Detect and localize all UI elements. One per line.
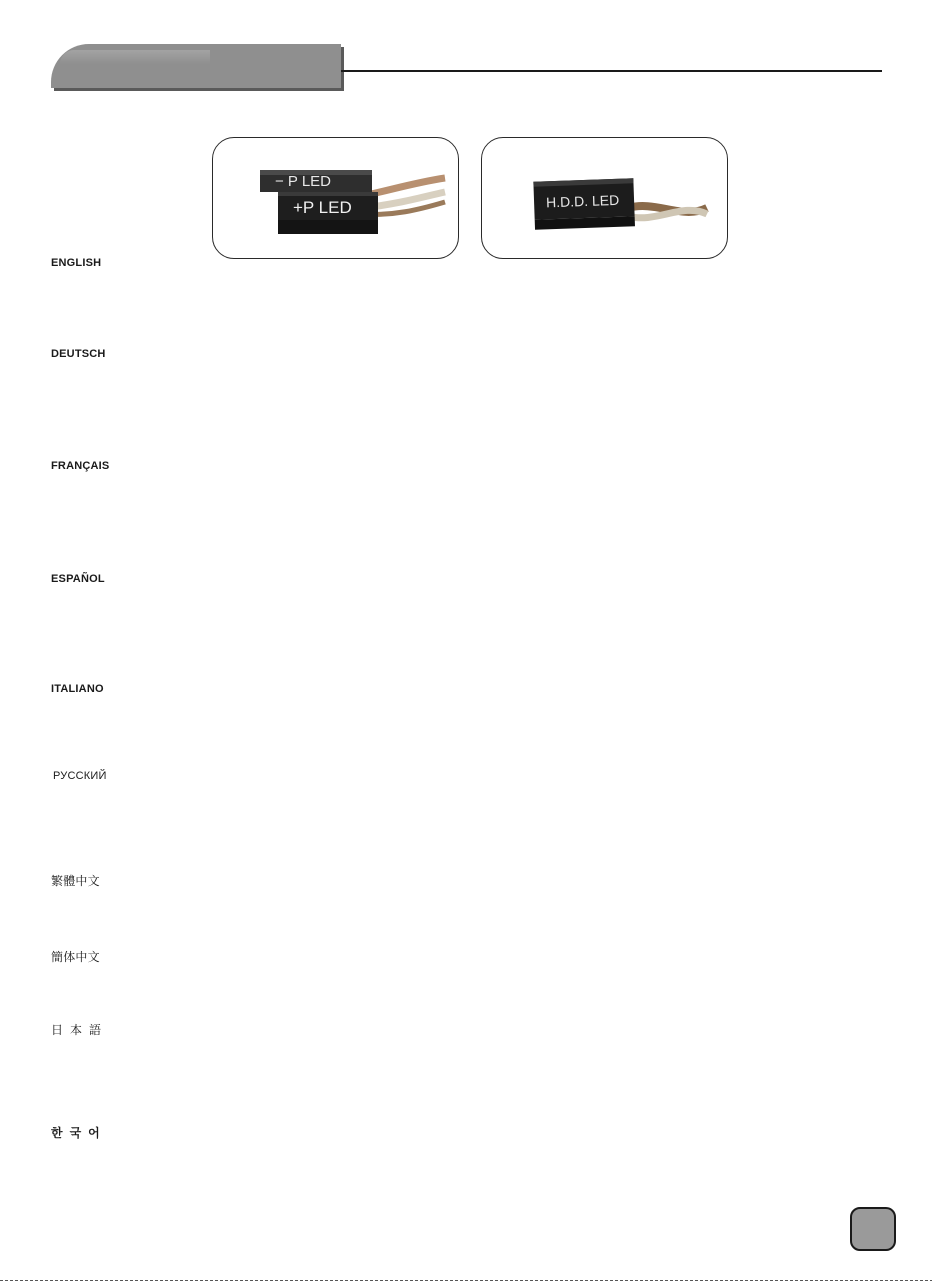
language-label-espanol: ESPAÑOL — [51, 573, 105, 585]
language-label-simplified-chinese: 簡体中文 — [51, 950, 100, 964]
minus-p-led-label: − P LED — [275, 173, 332, 190]
language-label-russian: РУССКИЙ — [53, 770, 107, 782]
hdd-led-photo — [481, 137, 728, 259]
section-header-rule — [341, 70, 882, 72]
page-number-badge — [850, 1207, 896, 1251]
section-header-tab-highlight — [60, 50, 210, 64]
language-label-deutsch: DEUTSCH — [51, 348, 106, 360]
power-led-photo — [212, 137, 459, 259]
bottom-dashed-rule — [0, 1280, 932, 1281]
language-label-francais: FRANÇAIS — [51, 460, 110, 472]
language-label-traditional-chinese: 繁體中文 — [51, 874, 100, 888]
language-label-japanese: 日本語 — [51, 1023, 109, 1037]
hdd-led-label: H.D.D. LED — [545, 191, 620, 211]
language-label-korean: 한국어 — [51, 1126, 107, 1140]
language-label-italiano: ITALIANO — [51, 683, 104, 695]
plus-p-led-label: +P LED — [293, 198, 352, 217]
language-label-english: ENGLISH — [51, 257, 102, 269]
